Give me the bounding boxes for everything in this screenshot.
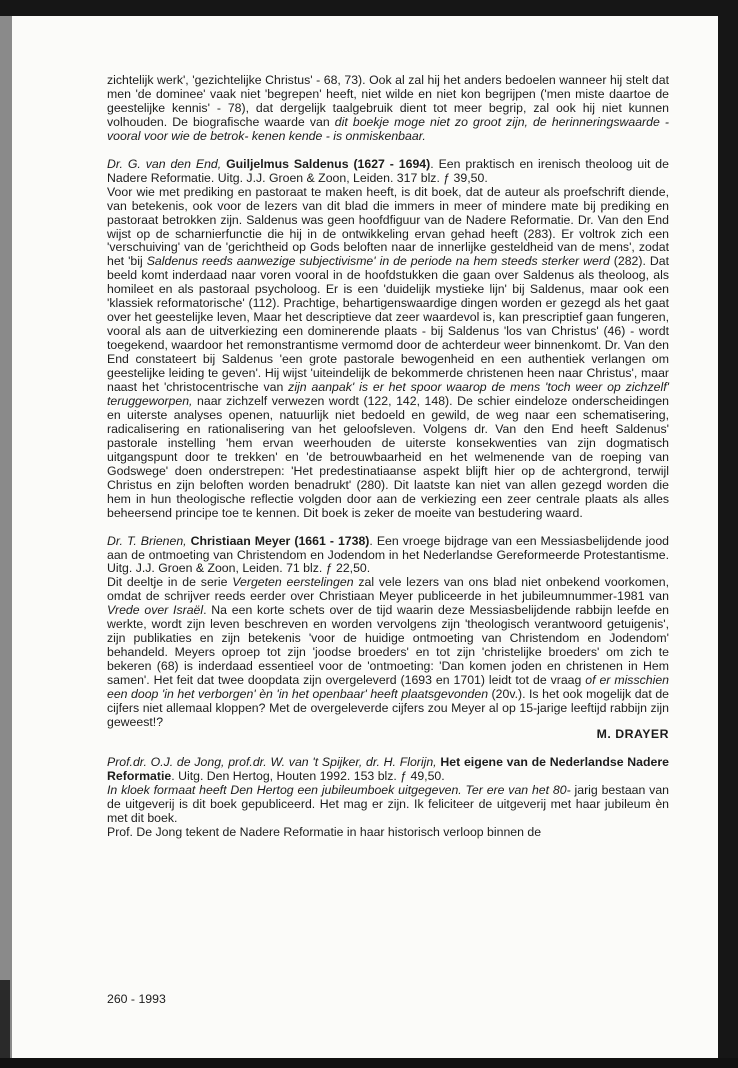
review-saldenus-body bbox=[107, 186, 669, 521]
review-publication-info: . Een praktisch en irenisch theoloog uit de Nadere Reformatie. Uitg. J.J. Groen & Zoon, Leiden. 317 blz. ƒ 39,50. bbox=[107, 156, 669, 185]
review-meyer-body bbox=[107, 576, 669, 729]
review-author: Prof.dr. O.J. de Jong, prof.dr. W. van 't Spijker, dr. H. Florijn, bbox=[107, 754, 437, 769]
review-book-title: Guiljelmus Saldenus (1627 - 1694) bbox=[226, 156, 431, 171]
review-italic-text: of er misschien een doop 'in het verborgen' èn 'in het openbaar' heeft plaatsgevonden bbox=[107, 673, 669, 702]
scan-edge-bottom bbox=[0, 1058, 738, 1068]
review-text: jarig bestaan van de uitgeverij is dit boek gepubliceerd. Het mag er zijn. Ik feliciteer de uitgeverij met haar jubileum èn met dit boek. bbox=[107, 782, 670, 825]
review-text: . Na een korte schets over de tijd waarin deze Messiasbelijdende rabbijn leefde en werkte, wordt zijn leven beschreven en worden vervolgens zijn 'theologisch verantwoord getuigenis', zijn publikaties en zijn betekenis 'voor de huidige ontmoeting van Christendom en Jodendom' behandeld. Meyers oproep tot zijn 'joodse broeders' en tot zijn 'christelijke broeders' om zich te bekeren (68) is inderdaad essentieel voor de 'ontmoeting: 'Dan komen joden en christenen in Hem samen'. Het feit dat twee doopdata zijn overgeleverd (1693 en 1701) leidt tot de vraag bbox=[107, 603, 669, 688]
intro-text: zichtelijk werk', 'gezichtelijke Christus' - 68, 73). Ook al zal hij het anders bedoelen wanneer hij stelt dat men 'de dominee' vaak niet 'begrepen' heeft, niet wilde en niet kon begrijpen ('men miste daartoe de geestelijke kennis' - 78), dat dergelijk taalgebruik dient tot meer begrip, zal ook hij niet kunnen volhouden. De biografische waarde van bbox=[107, 73, 669, 129]
intro-paragraph bbox=[107, 74, 669, 144]
review-text: (282). Dat beeld komt inderdaad naar voren vooral in de hoofdstukken die gaan over Saldenus als theoloog, als homileet en als pastoraal psycholoog. Er is een 'duidelijk mystieke lijn' bij Saldenus, maar ook een 'klassiek reformatorische' (112). Prachtige, behartigenswaardige dingen worden er gezegd als het gaat over het geestelijke leven, Maar het descriptieve dat zeer waardevol is, kan prescriptief gaan fungeren, vooral als aan de uitverkiezing een dominerende plaats - bij Saldenus 'los van Christus' (46) - wordt toegekend, waardoor het remonstrantisme vermomd door de achterdeur weer binnenkomt. Dr. Van den End constateert bij Saldenus 'een grote pastorale bewogenheid en een authentiek verlangen om geestelijke leiding te geven'. Hij wijst 'uiteindelijk de bekommerde christenen heen naar Christus', maar naast het 'christocentrische van bbox=[107, 254, 669, 395]
intro-italic-end: kenen kende - is onmiskenbaar. bbox=[251, 128, 426, 143]
reviewer-signature: M. DRAYER bbox=[596, 726, 669, 741]
review-saldenus-heading bbox=[107, 158, 669, 186]
page-number: 260 - 1993 bbox=[107, 992, 166, 1006]
review-author: Dr. T. Brienen, bbox=[107, 533, 187, 548]
document-page bbox=[12, 16, 718, 1058]
scan-edge-left bbox=[0, 0, 12, 1068]
review-eigene-body bbox=[107, 784, 669, 826]
review-italic-text: Saldenus reeds aanwezige subjectivisme' in de periode na hem steeds sterker werd bbox=[146, 254, 610, 269]
series-title: Vergeten eerstelingen bbox=[232, 575, 354, 590]
review-book-title: Het eigene van de Nederlandse Nadere Reformatie bbox=[107, 754, 669, 783]
review-author: Dr. G. van den End, bbox=[107, 156, 222, 171]
review-italic-text: zijn aanpak' is er het spoor waarop de mens 'toch weer op zichzelf' teruggeworpen, bbox=[107, 380, 669, 408]
scan-edge-left-shadow bbox=[0, 980, 10, 1060]
page-body bbox=[107, 74, 669, 840]
review-text: zal vele lezers van ons blad niet onbekend voorkomen, omdat de schrijver reeds eerder over Christiaan Meyer publiceerde in het jubileumnummer-1981 van bbox=[107, 575, 669, 604]
review-text: (20v.). Is het ook mogelijk dat de cijfers niet allemaal kloppen? Met de overgeleverde cijfers zou Meyer al op 15-jarige leeftijd rabbijn zijn geweest!? bbox=[107, 687, 669, 729]
review-eigene-heading bbox=[107, 756, 669, 784]
magazine-title: Vrede over Israël bbox=[107, 603, 204, 618]
review-book-title: Christiaan Meyer (1661 - 1738) bbox=[190, 533, 370, 548]
scan-edge-top bbox=[0, 0, 738, 16]
review-publication-info: . Een vroege bijdrage van een Messiasbelijdende jood aan de ontmoeting van Christendom en Jodendom in het Nederlandse Gereformeerde Protestantisme. Uitg. J.J. Groen & Zoon, Leiden. 71 blz. ƒ 22,50. bbox=[107, 533, 669, 576]
review-italic-text: In kloek formaat heeft Den Hertog een jubileumboek uitgegeven. Ter ere van het 80- bbox=[107, 782, 571, 797]
review-publication-info: . Uitg. Den Hertog, Houten 1992. 153 blz. ƒ 49,50. bbox=[171, 768, 445, 783]
review-text: naar zichzelf verwezen wordt (122, 142, 148). De schier eindeloze onderscheidingen en uiterste analyses openen, natuurlijk niet bedoeld en gewild, de weg naar een schematisering, radicalisering en rationalisering van het geloofsleven. Volgens dr. Van den End heeft Saldenus' pastorale instelling 'hem ervan weerhouden de uiterste konsekwenties van zijn dogmatisch uitgangspunt door te trekken' en 'de betrouwbaarheid en het welmenende van de roeping van Godswege' doen onderstrepen: 'Het predestinatiaanse aspekt blijft hier op de achtergrond, terwijl Christus en zijn beloften worden benadrukt' (280). Dit laatste kan niet van allen gezegd worden die hem in hun theologische reflectie volgden door aan de verkiezing een zeer centrale plaats als alles beheersend principe toe te kennen. Dit boek is zeker de moeite van bestudering waard. bbox=[107, 393, 669, 520]
review-text: Dit deeltje in de serie bbox=[107, 575, 233, 590]
intro-italic-text: dit boekje moge niet zo groot zijn, de herinneringswaarde - vooral voor wie de betrok- bbox=[107, 114, 669, 143]
review-eigene-continued: Prof. De Jong tekent de Nadere Reformatie in haar historisch verloop binnen de bbox=[107, 824, 542, 839]
review-text: Voor wie met prediking en pastoraat te maken heeft, is dit boek, dat de auteur als proefschrift diende, van betekenis, ook voor de lezers van dit blad die immers in meer of mindere mate bij prediking en pastoraat betrokken zijn. Saldenus was geen hoofdfiguur van de Nadere Reformatie. Dr. Van den End wijst op de scharnierfunctie die hij in de ontwikkeling ervan gehad heeft (283). Er voltrok zich een 'verschuiving' van de 'gerichtheid op Gods beloften naar de innerlijke gesteldheid van de mens', zodat het 'bij bbox=[107, 184, 669, 269]
scan-edge-right bbox=[718, 0, 738, 1068]
review-meyer-heading bbox=[107, 535, 669, 577]
